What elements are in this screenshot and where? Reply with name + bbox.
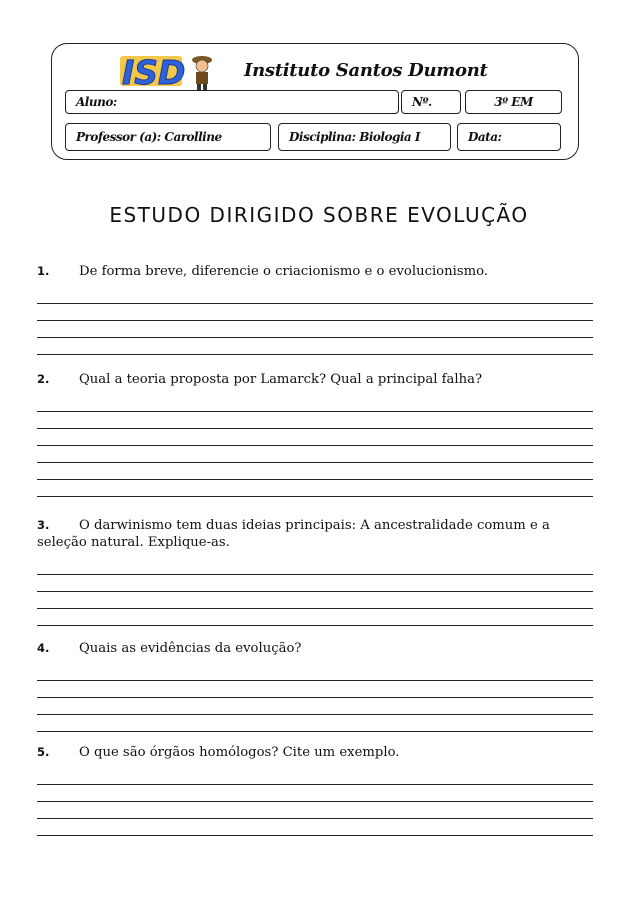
answer-line[interactable] (37, 338, 593, 355)
answer-line[interactable] (37, 715, 593, 732)
page-title: ESTUDO DIRIGIDO SOBRE EVOLUÇÃO (109, 203, 529, 227)
question-5 (37, 744, 593, 836)
answer-lines[interactable] (37, 558, 593, 626)
teacher-field: Professor (a): Carolline (65, 123, 271, 151)
answer-line[interactable] (37, 321, 593, 338)
answer-lines[interactable] (37, 768, 593, 836)
school-logo (118, 50, 218, 92)
grade-field: 3º EM (465, 90, 562, 114)
answer-line[interactable] (37, 575, 593, 592)
answer-line[interactable] (37, 664, 593, 681)
question-2 (37, 371, 593, 497)
answer-line[interactable] (37, 287, 593, 304)
student-number-field[interactable]: Nº. (401, 90, 461, 114)
question-number: 2. (37, 372, 50, 386)
question-1 (37, 263, 593, 355)
answer-line[interactable] (37, 429, 593, 446)
answer-line[interactable] (37, 802, 593, 819)
question-number: 1. (37, 264, 50, 278)
question-text: De forma breve, diferencie o criacionismo e o evolucionismo. (79, 264, 489, 279)
question-text: Qual a teoria proposta por Lamarck? Qual a principal falha? (79, 372, 483, 387)
question-text: Quais as evidências da evolução? (79, 641, 302, 656)
question-text: O que são órgãos homólogos? Cite um exemplo. (79, 745, 400, 760)
answer-line[interactable] (37, 395, 593, 412)
svg-text:ISD: ISD (122, 53, 186, 92)
mascot-icon (192, 56, 212, 91)
question-text: O darwinismo tem duas ideias principais: A ancestralidade comum e a seleção natural. Explique-as. (37, 518, 550, 550)
answer-line[interactable] (37, 609, 593, 626)
student-name-field[interactable]: Aluno: (65, 90, 399, 114)
answer-lines[interactable] (37, 287, 593, 355)
date-field[interactable]: Data: (457, 123, 561, 151)
answer-line[interactable] (37, 480, 593, 497)
answer-line[interactable] (37, 446, 593, 463)
question-number: 5. (37, 745, 50, 759)
answer-line[interactable] (37, 558, 593, 575)
question-3 (37, 517, 593, 626)
answer-line[interactable] (37, 592, 593, 609)
question-4 (37, 640, 593, 732)
answer-line[interactable] (37, 681, 593, 698)
answer-line[interactable] (37, 412, 593, 429)
answer-lines[interactable] (37, 664, 593, 732)
answer-lines[interactable] (37, 395, 593, 497)
answer-line[interactable] (37, 463, 593, 480)
school-name: Instituto Santos Dumont (244, 60, 488, 81)
question-number: 4. (37, 641, 50, 655)
answer-line[interactable] (37, 768, 593, 785)
answer-line[interactable] (37, 698, 593, 715)
answer-line[interactable] (37, 785, 593, 802)
question-number: 3. (37, 518, 50, 532)
subject-field: Disciplina: Biologia I (278, 123, 451, 151)
answer-line[interactable] (37, 304, 593, 321)
answer-line[interactable] (37, 819, 593, 836)
